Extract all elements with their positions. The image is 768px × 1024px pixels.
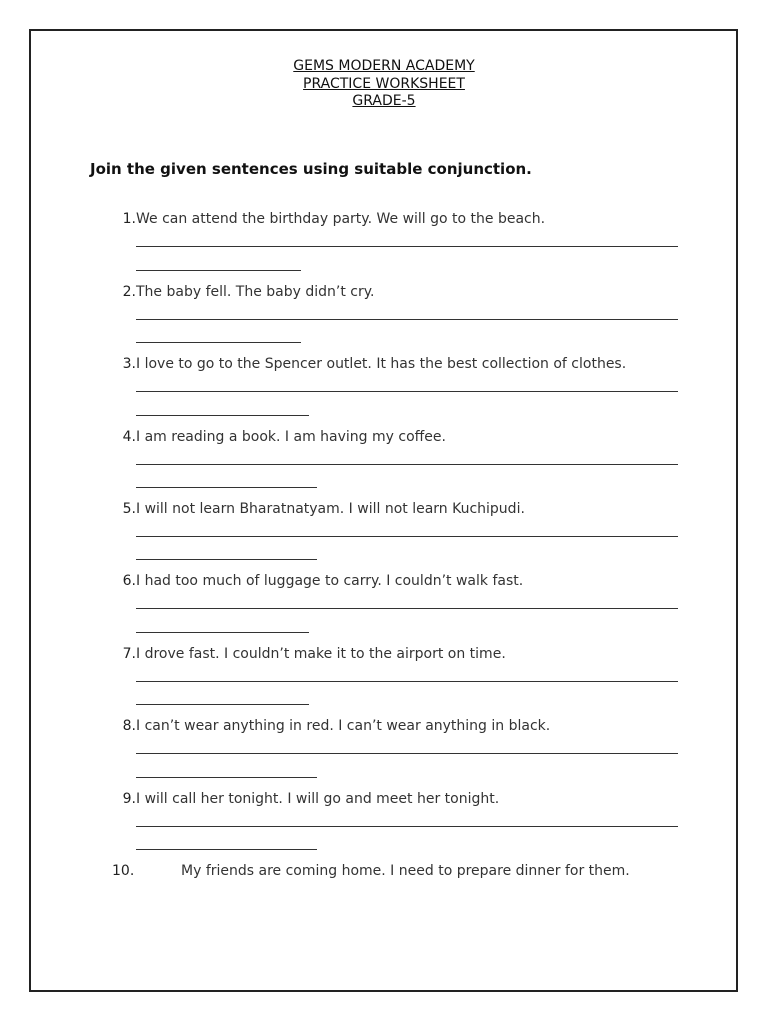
question-number: 5. [122, 501, 136, 517]
question-text: My friends are coming home. I need to prepare dinner for them. [181, 863, 630, 879]
answer-line[interactable] [136, 391, 678, 392]
question-number: 10. [112, 863, 135, 879]
answer-line-continuation[interactable] [136, 270, 301, 271]
question-text: We can attend the birthday party. We will go to the beach. [136, 211, 546, 227]
answer-line[interactable] [136, 608, 678, 609]
question-item [0, 210, 768, 282]
question-number: 3. [122, 356, 136, 372]
worksheet-header [0, 58, 768, 111]
question-item [0, 500, 768, 572]
question-item [0, 283, 768, 355]
question-item [0, 862, 768, 934]
worksheet-title: PRACTICE WORKSHEET [303, 75, 465, 92]
question-item [0, 572, 768, 644]
answer-line[interactable] [136, 826, 678, 827]
question-number: 6. [122, 573, 136, 589]
question-number: 9. [122, 791, 136, 807]
answer-line[interactable] [136, 246, 678, 247]
answer-line-continuation[interactable] [136, 559, 317, 560]
question-text: I drove fast. I couldn’t make it to the airport on time. [136, 646, 506, 662]
question-text: I am reading a book. I am having my coffee. [136, 429, 446, 445]
question-item [0, 717, 768, 789]
answer-line[interactable] [136, 536, 678, 537]
answer-line[interactable] [136, 753, 678, 754]
answer-line-continuation[interactable] [136, 342, 301, 343]
question-text: I love to go to the Spencer outlet. It has the best collection of clothes. [136, 356, 627, 372]
answer-line-continuation[interactable] [136, 632, 309, 633]
question-number: 4. [122, 429, 136, 445]
question-text: I can’t wear anything in red. I can’t wear anything in black. [136, 718, 551, 734]
question-item [0, 645, 768, 717]
answer-line[interactable] [136, 464, 678, 465]
question-number: 7. [122, 646, 136, 662]
answer-line-continuation[interactable] [136, 704, 309, 705]
question-text: The baby fell. The baby didn’t cry. [136, 284, 375, 300]
question-item [0, 790, 768, 862]
answer-line-continuation[interactable] [136, 777, 317, 778]
school-name: GEMS MODERN ACADEMY [293, 58, 475, 74]
question-number: 1. [122, 211, 136, 227]
answer-line-continuation[interactable] [136, 415, 309, 416]
question-item [0, 355, 768, 427]
answer-line-continuation[interactable] [136, 487, 317, 488]
question-text: I will call her tonight. I will go and meet her tonight. [136, 791, 500, 807]
answer-line-continuation[interactable] [136, 849, 317, 850]
answer-line[interactable] [136, 319, 678, 320]
question-number: 2. [122, 284, 136, 300]
question-item [0, 428, 768, 500]
question-number: 8. [122, 718, 136, 734]
instruction: Join the given sentences using suitable conjunction. [90, 160, 532, 178]
question-text: I had too much of luggage to carry. I couldn’t walk fast. [136, 573, 524, 589]
grade-label: GRADE-5 [352, 93, 416, 109]
question-text: I will not learn Bharatnatyam. I will not learn Kuchipudi. [136, 501, 525, 517]
answer-line[interactable] [136, 681, 678, 682]
